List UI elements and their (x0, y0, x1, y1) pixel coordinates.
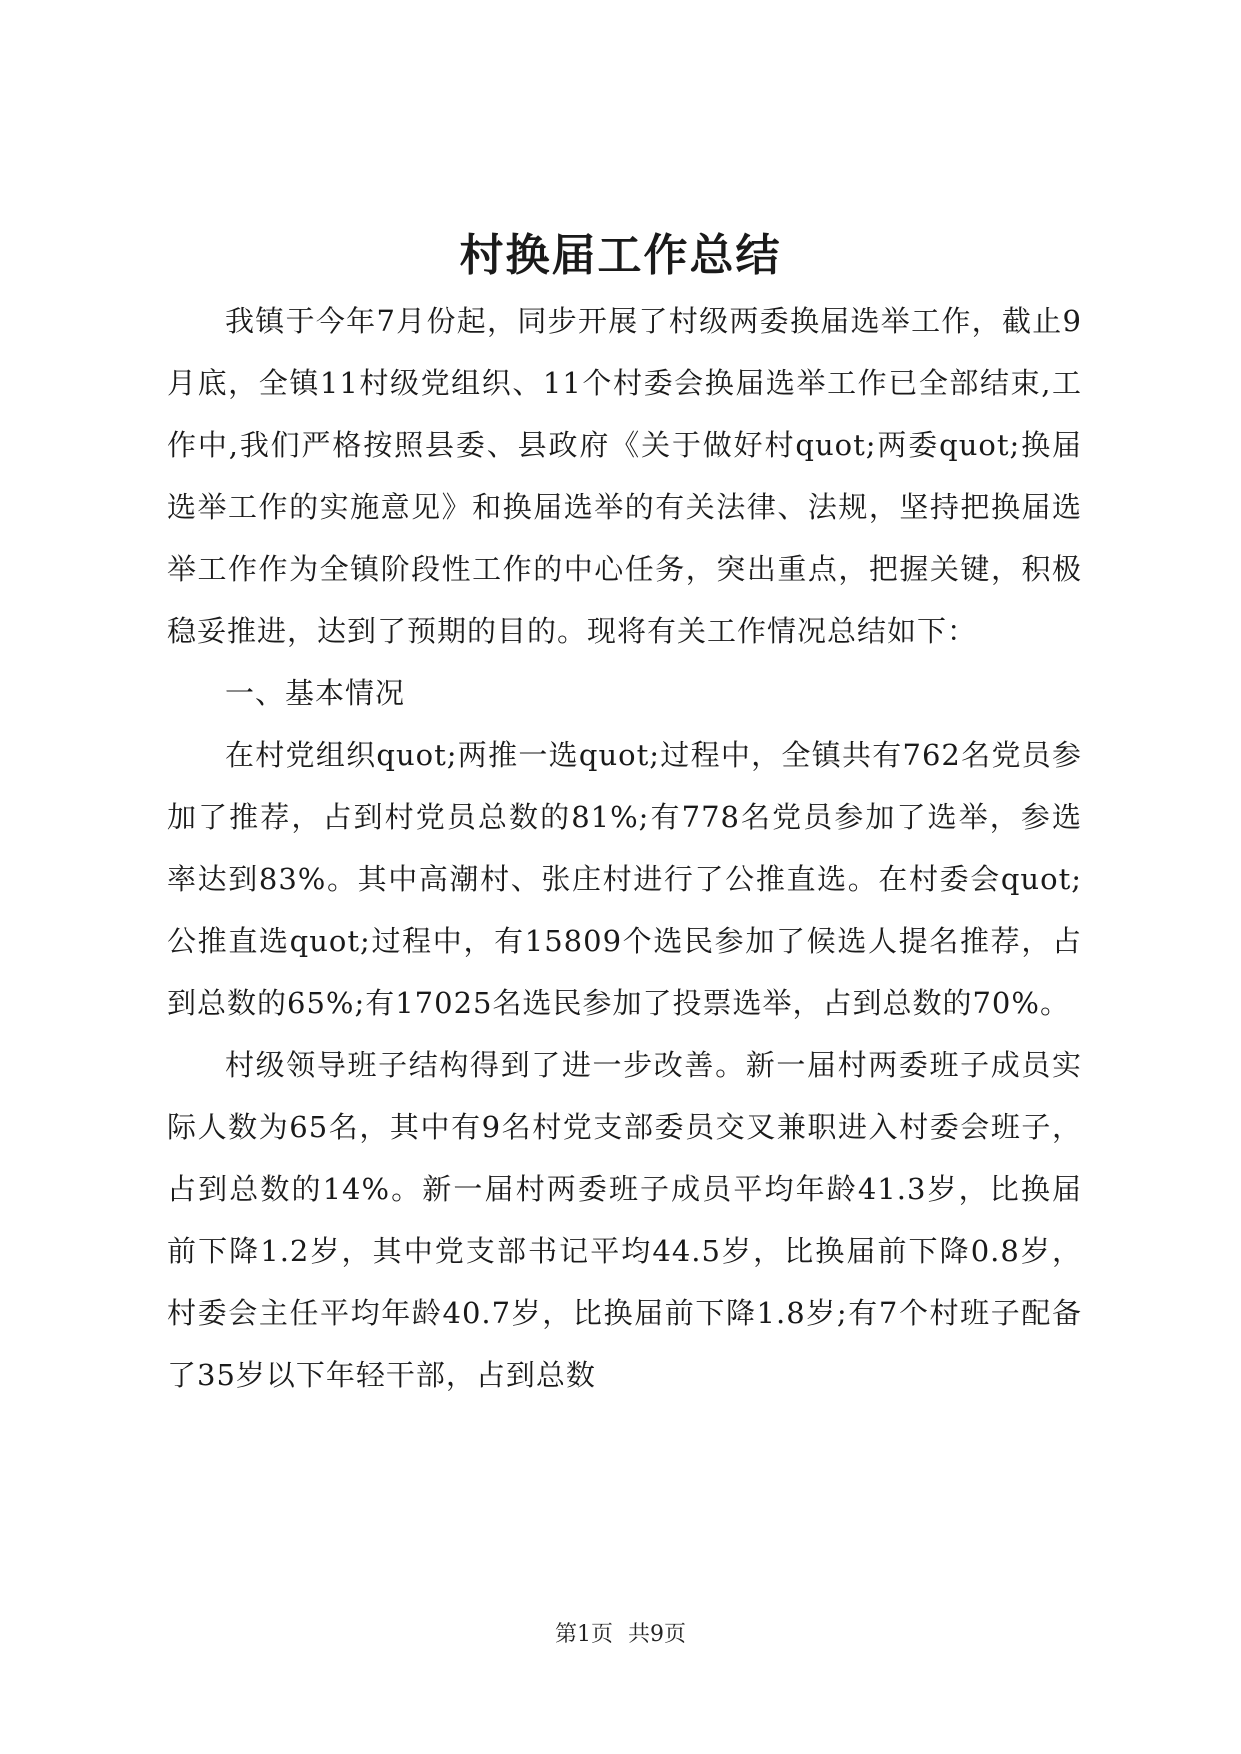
page-footer (0, 1620, 1241, 1650)
page-total: 共9页 (628, 1622, 686, 1647)
document-title: 村换届工作总结 (459, 230, 782, 281)
paragraph-election-stats: 在村党组织quot;两推一选quot;过程中，全镇共有762名党员参加了推荐，占到村党员总数的81%;有778名党员参加了选举，参选率达到83%。其中高潮村、张庄村进行了公推直选。在村委会quot;公推直选quot;过程中，有15809个选民参加了候选人提名推荐，占到总数的65%;有17025名选民参加了投票选举，占到总数的70%。 (167, 738, 1082, 1020)
document-body (167, 290, 1082, 1406)
section-heading-basic-situation: 一、基本情况 (225, 676, 406, 710)
page-number: 第1页 (555, 1622, 613, 1647)
paragraph-leadership-structure: 村级领导班子结构得到了进一步改善。新一届村两委班子成员实际人数为65名，其中有9名村党支部委员交叉兼职进入村委会班子，占到总数的14%。新一届村两委班子成员平均年龄41.3岁，比换届前下降1.2岁，其中党支部书记平均44.5岁，比换届前下降0.8岁，村委会主任平均年龄40.7岁，比换届前下降1.8岁;有7个村班子配备了35岁以下年轻干部，占到总数 (167, 1048, 1082, 1392)
paragraph-intro: 我镇于今年7月份起，同步开展了村级两委换届选举工作，截止9月底，全镇11村级党组织、11个村委会换届选举工作已全部结束,工作中,我们严格按照县委、县政府《关于做好村quot;两委quot;换届选举工作的实施意见》和换届选举的有关法律、法规，坚持把换届选举工作作为全镇阶段性工作的中心任务，突出重点，把握关键，积极稳妥推进，达到了预期的目的。现将有关工作情况总结如下： (167, 304, 1082, 648)
